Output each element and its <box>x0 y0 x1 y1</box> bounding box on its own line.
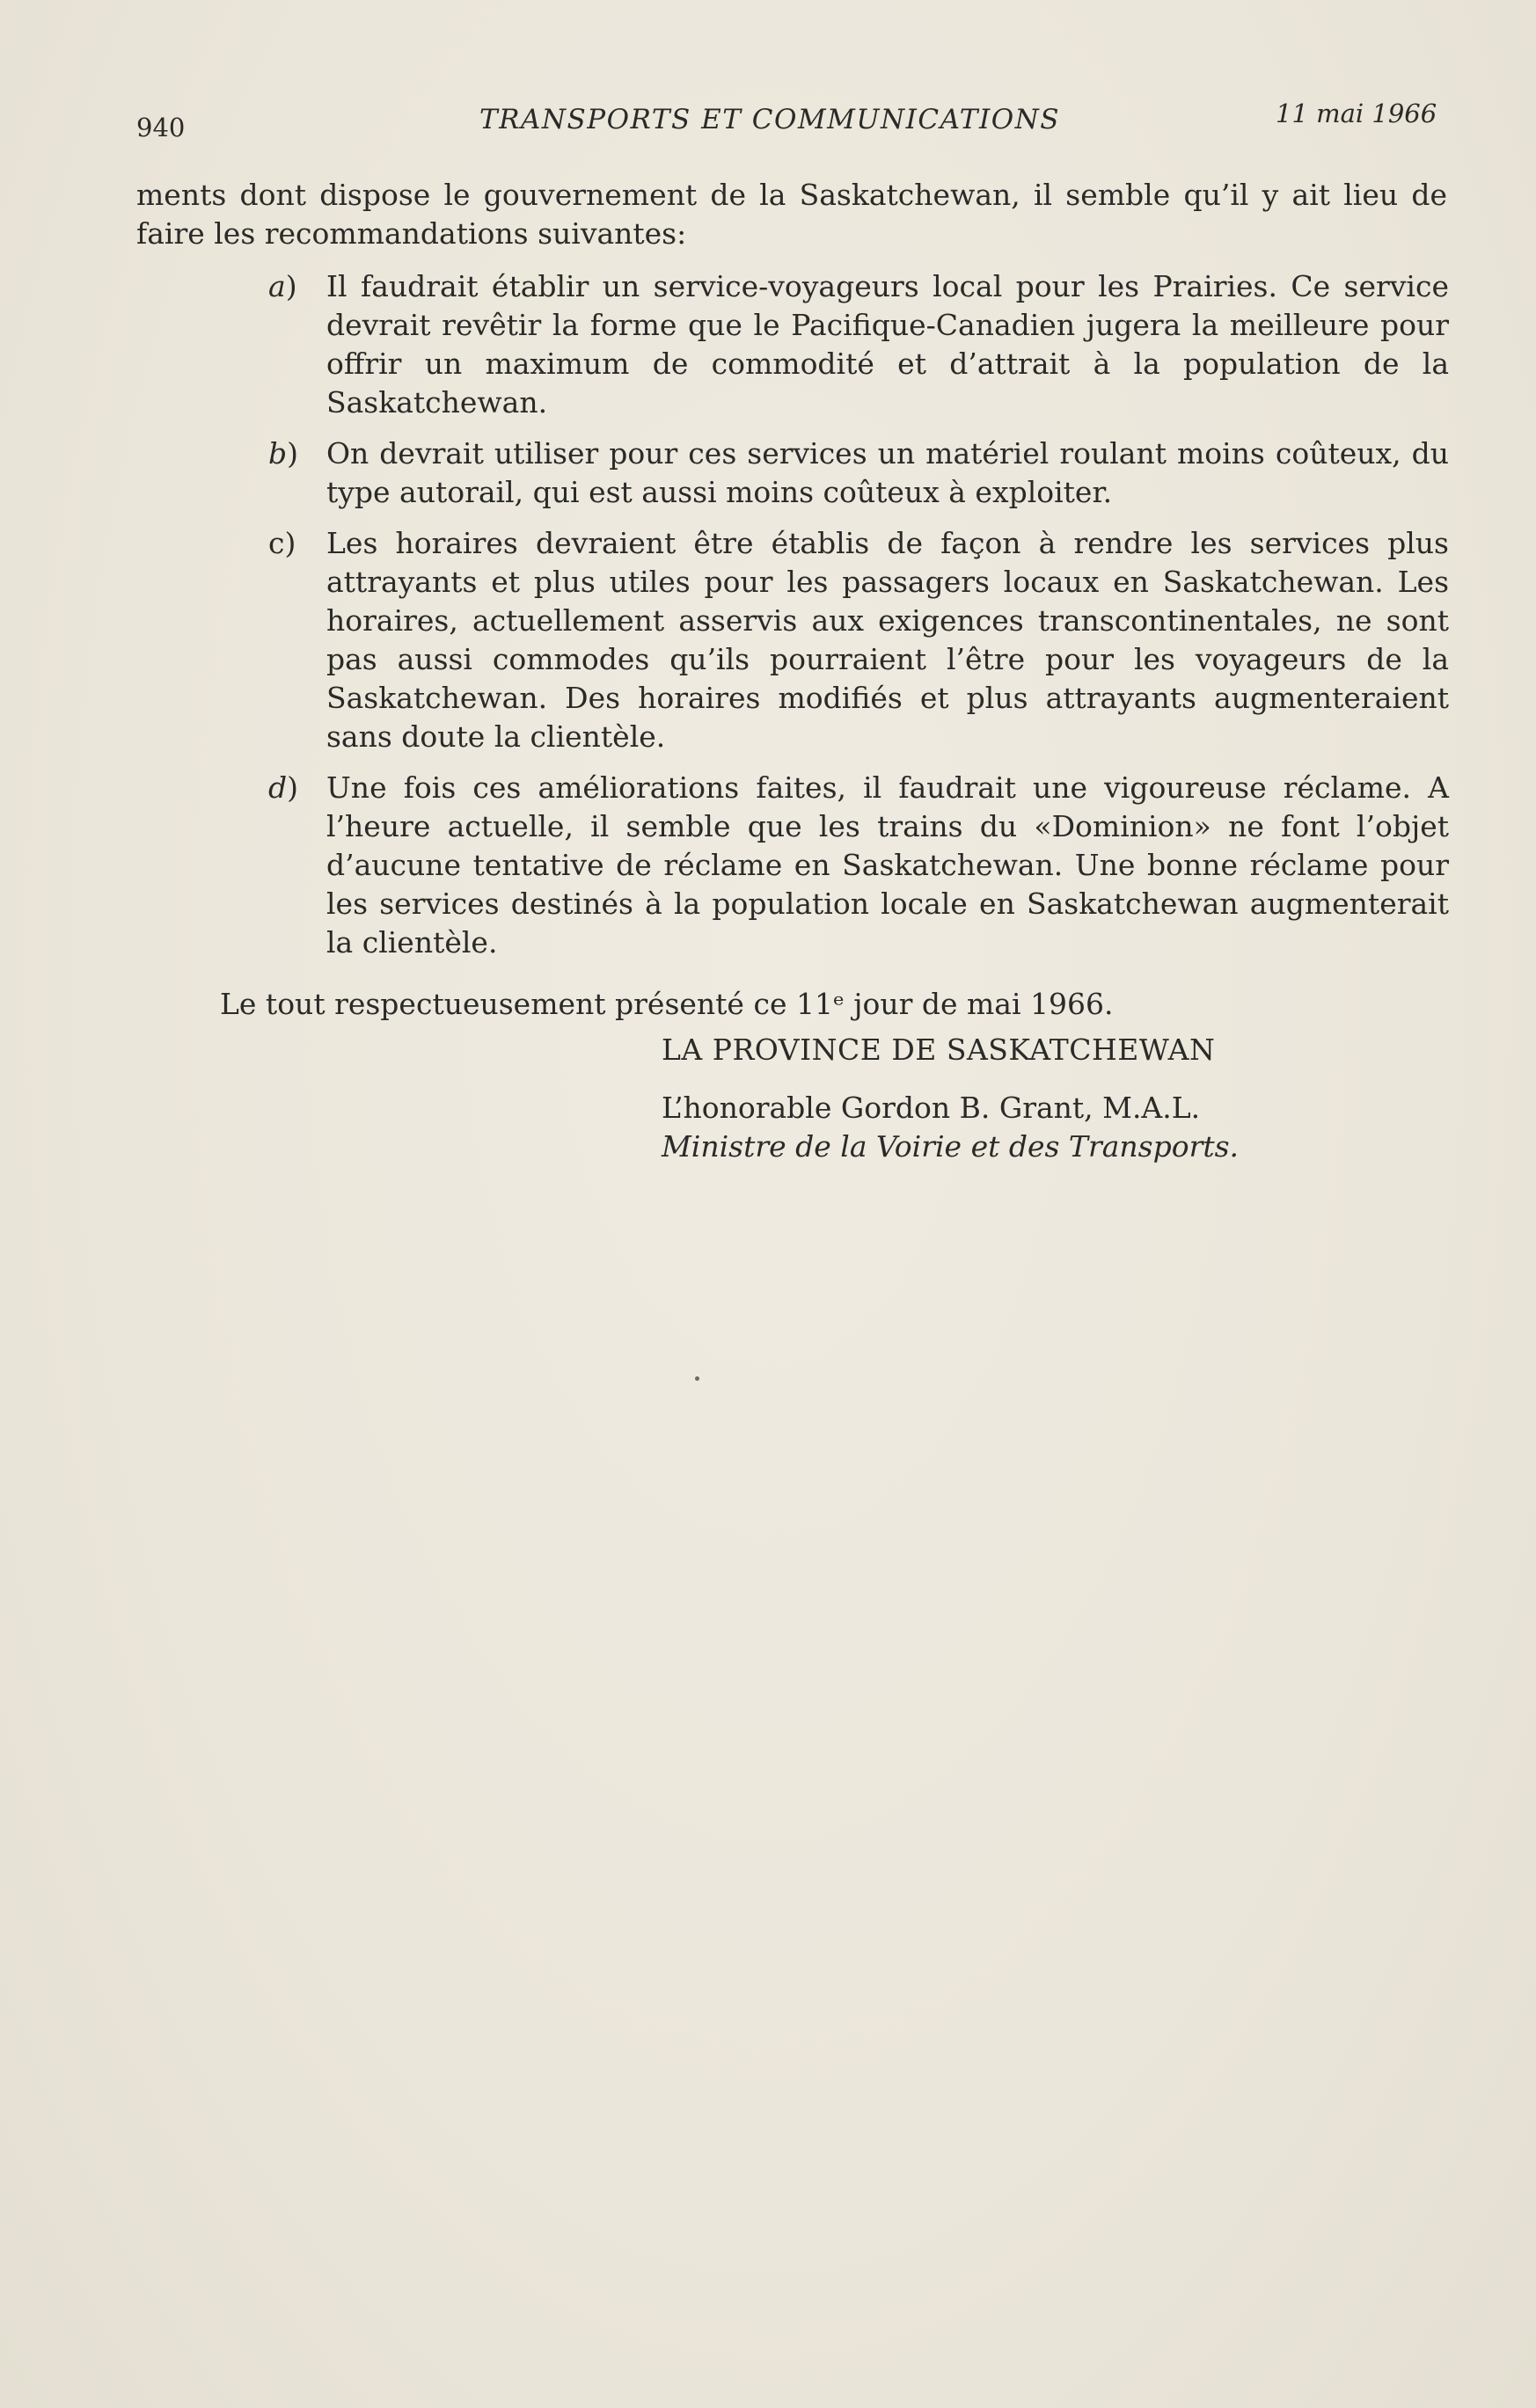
recommendation-c <box>136 524 1449 756</box>
item-marker: b) <box>268 436 298 471</box>
closing-line: Le tout respectueusement présenté ce 11ᵉ jour de mai 1966. <box>220 987 1114 1021</box>
recommendation-b <box>136 434 1449 512</box>
recommendation-d <box>136 769 1449 962</box>
signature-province: LA PROVINCE DE SASKATCHEWAN <box>662 1033 1216 1067</box>
intro-paragraph: ments dont dispose le gouvernement de la Saskatchewan, il semble qu’il y ait lieu de faire les recommandations suivantes: <box>136 178 1447 251</box>
paper-speck <box>695 1376 699 1381</box>
signature-name: L’honorable Gordon B. Grant, M.A.L. <box>662 1091 1201 1125</box>
running-title: TRANSPORTS ET COMMUNICATIONS <box>479 104 1060 135</box>
item-text: Il faudrait établir un service-voyageurs local pour les Prairies. Ce service devrait revêtir la forme que le Pacifique-Canadien jugera la meilleure pour offrir un maximum de commodité et d’attrait à la population de la Saskatchewan. <box>326 269 1449 420</box>
item-text: On devrait utiliser pour ces services un matériel roulant moins coûteux, du type autorail, qui est aussi moins coûteux à exploiter. <box>326 436 1449 509</box>
item-marker: c) <box>268 526 296 560</box>
document-body <box>136 176 1456 1024</box>
header-date: 11 mai 1966 <box>1276 99 1437 128</box>
item-text: Les horaires devraient être établis de façon à rendre les services plus attrayants et plus utiles pour les passagers locaux en Saskatchewan. Les horaires, actuellement asservis aux exigences transcontinentales, ne sont pas aussi commodes qu’ils pourraient l’être pour les voyageurs de la Saskatchewan. Des horaires modifiés et plus attrayants augmenteraient sans doute la clientèle. <box>326 526 1449 754</box>
page-header <box>136 99 1456 142</box>
item-marker: a) <box>268 269 297 303</box>
page-number: 940 <box>136 113 186 142</box>
signature-title: Ministre de la Voirie et des Transports. <box>662 1129 1240 1164</box>
recommendation-a <box>136 267 1449 422</box>
item-marker: d) <box>268 770 298 805</box>
signature-block <box>662 1031 1453 1166</box>
item-text: Une fois ces améliorations faites, il faudrait une vigoureuse réclame. A l’heure actuelle, il semble que les trains du «Dominion» ne font l’objet d’aucune tentative de réclame en Saskatchewan. Une bonne réclame pour les services destinés à la population locale en Saskatchewan augmenterait la clientèle. <box>326 770 1449 960</box>
